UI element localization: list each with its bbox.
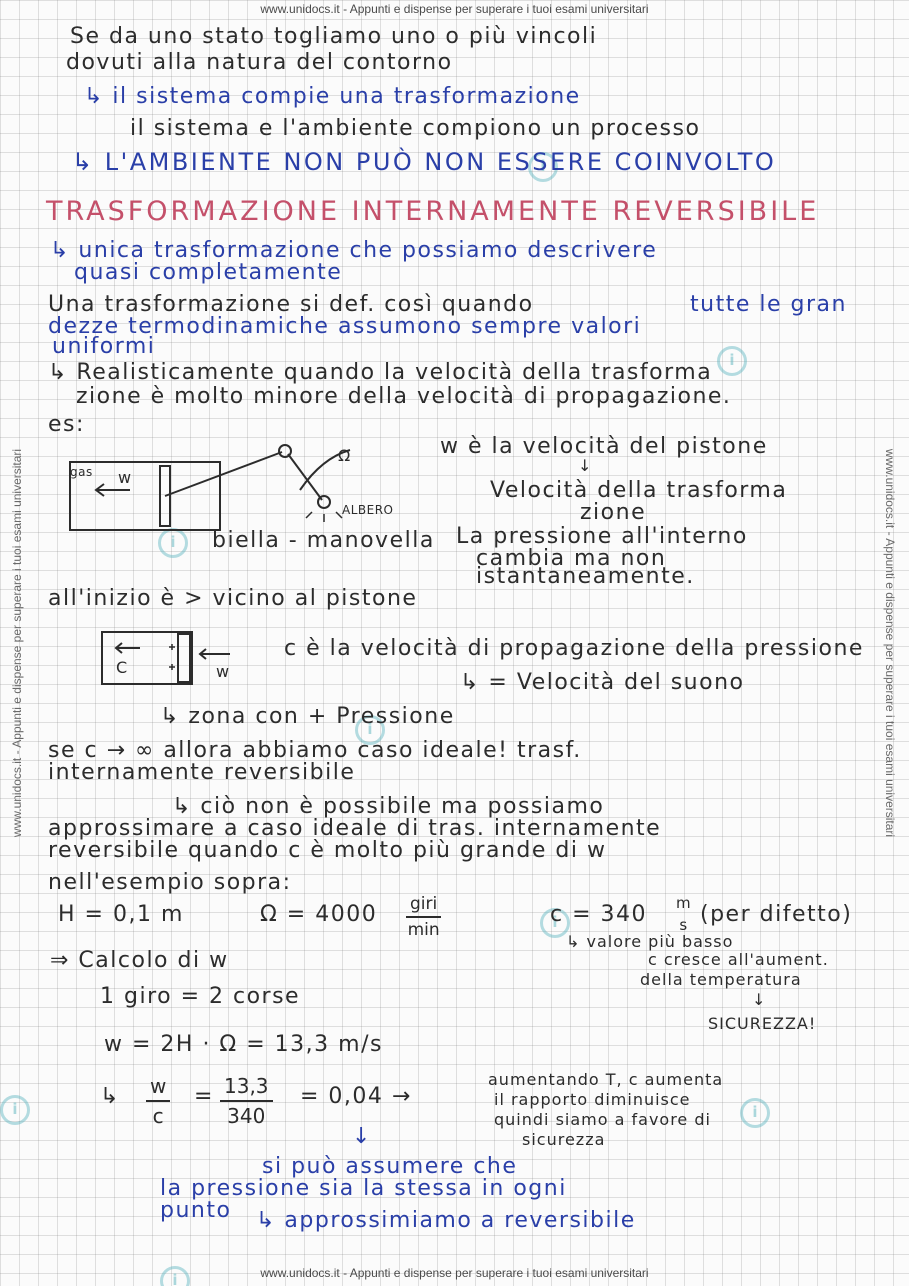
crank-arm	[288, 454, 322, 500]
arrow-down-2: ↓	[752, 990, 767, 1009]
note-line-27: ↳ ciò non è possibile ma possiamo	[172, 794, 605, 819]
note-line-23: ↳ = Velocità del suono	[460, 670, 745, 695]
watermark-left-text: www.unidocs.it - Appunti e dispense per superare i tuoi esami universitari	[10, 448, 24, 838]
note-line-24: ↳ zona con + Pressione	[160, 704, 455, 729]
note-line-30: nell'esempio sopra:	[48, 870, 292, 895]
note-line-11: ↳ Realisticamente quando la velocità della trasforma	[48, 360, 713, 385]
shaft-circle	[318, 496, 330, 508]
ratio-equals: =	[194, 1084, 214, 1109]
note-line-35: ⇒ Calcolo di w	[50, 948, 229, 973]
note-line-34: SICUREZZA!	[708, 1014, 817, 1033]
note-line-13: es:	[48, 412, 85, 437]
note-line-21: all'inizio è > vicino al pistone	[48, 586, 418, 611]
fig2-c-label: C	[116, 658, 129, 677]
note-line-18: La pressione all'interno	[456, 524, 748, 549]
fig1-gas-label: gas	[70, 465, 93, 479]
note-line-29: reversibile quando c è molto più grande di w	[48, 838, 607, 863]
eq-m: m	[676, 894, 691, 912]
eq-c: c = 340	[550, 902, 648, 927]
eq-c-note: (per difetto)	[700, 902, 853, 927]
note-line-46: punto	[160, 1198, 232, 1223]
note-line-19: cambia ma non	[476, 546, 667, 571]
note-line-3: ↳ il sistema compie una trasformazione	[84, 84, 581, 109]
ratio-value-num: 13,3	[220, 1074, 273, 1102]
note-line-15: Velocità della trasforma	[490, 478, 788, 503]
note-line-40: aumentando T, c aumenta	[488, 1070, 724, 1089]
ratio-w: w	[146, 1074, 170, 1102]
note-line-14: w è la velocità del pistone	[440, 434, 768, 459]
eq-giri: giri	[406, 894, 441, 918]
fig1-w-label: w	[118, 468, 133, 487]
eq-min: min	[407, 920, 440, 940]
eq-m-s-fraction	[672, 894, 695, 934]
note-line-17: biella - manovella	[212, 528, 435, 553]
note-line-12: zione è molto minore della velocità di propagazione.	[76, 384, 732, 409]
watermark-footer: www.unidocs.it - Appunti e dispense per superare i tuoi esami universitari	[260, 1266, 649, 1280]
note-line-37: w = 2H · Ω = 13,3 m/s	[104, 1032, 383, 1057]
ratio-value-den: 340	[227, 1104, 266, 1128]
eq-omega: Ω = 4000	[260, 902, 378, 927]
note-line-43: sicurezza	[522, 1130, 606, 1149]
fig1-omega-label: Ω	[338, 446, 352, 465]
note-line-44: si può assumere che	[262, 1154, 518, 1179]
note-line-10: uniformi	[52, 334, 156, 359]
ratio-values	[220, 1074, 273, 1128]
note-line-5: ↳ L'AMBIENTE NON PUÒ NON ESSERE COINVOLTO	[72, 148, 777, 176]
note-line-39: = 0,04 →	[300, 1084, 412, 1109]
note-line-31: ↳ valore più basso	[566, 932, 734, 951]
watermark-logo-icon	[717, 346, 747, 376]
watermark-logo-icon	[0, 1095, 30, 1125]
note-line-38: ↳	[100, 1084, 120, 1109]
watermark-logo-icon	[740, 1098, 770, 1128]
fig2-w-label: w	[216, 662, 231, 681]
note-line-16: zione	[580, 500, 647, 525]
note-line-47: ↳ approssimiamo a reversibile	[256, 1208, 636, 1233]
shaft-tick	[306, 512, 312, 518]
arrow-down-1: ↓	[578, 456, 593, 475]
note-line-45: la pressione sia la stessa in ogni	[160, 1176, 567, 1201]
note-line-7: quasi completamente	[74, 260, 343, 285]
piston-head	[178, 634, 190, 682]
watermark-right-text: www.unidocs.it - Appunti e dispense per superare i tuoi esami universitari	[883, 448, 897, 838]
connecting-rod	[165, 452, 282, 496]
note-line-32: c cresce all'aument.	[648, 950, 829, 969]
note-line-8a: Una trasformazione si def. così quando	[48, 292, 534, 317]
eq-s: s	[679, 916, 688, 934]
note-line-33: della temperatura	[640, 970, 802, 989]
note-line-26: internamente reversibile	[48, 760, 356, 785]
note-line-8b: tutte le gran	[690, 292, 847, 317]
ratio-c: c	[152, 1104, 164, 1128]
note-line-4: il sistema e l'ambiente compiono un processo	[130, 116, 701, 141]
note-line-6: ↳ unica trasformazione che possiamo descrivere	[50, 238, 658, 263]
arrow-down-3: ↓	[352, 1124, 372, 1149]
note-line-20: istantaneamente.	[476, 564, 695, 589]
note-line-41: il rapporto diminuisce	[494, 1090, 691, 1109]
fig1-albero-label: ALBERO	[342, 503, 394, 517]
section-title: TRASFORMAZIONE INTERNAMENTE REVERSIBILE	[46, 196, 820, 227]
eq-h: H = 0,1 m	[58, 902, 184, 927]
note-line-36: 1 giro = 2 corse	[100, 984, 301, 1009]
watermark-header: www.unidocs.it - Appunti e dispense per superare i tuoi esami universitari	[260, 2, 649, 16]
note-line-25: se c → ∞ allora abbiamo caso ideale! trasf.	[48, 738, 582, 763]
note-line-22: c è la velocità di propagazione della pressione	[284, 636, 864, 661]
ratio-w-c	[146, 1074, 170, 1128]
note-line-42: quindi siamo a favore di	[494, 1110, 711, 1129]
note-line-2: dovuti alla natura del contorno	[66, 50, 453, 75]
note-line-28: approssimare a caso ideale di tras. internamente	[48, 816, 662, 841]
eq-giri-min-fraction	[406, 894, 441, 940]
note-line-9: dezze termodinamiche assumono sempre valori	[48, 314, 642, 339]
note-line-1: Se da uno stato togliamo uno o più vincoli	[70, 24, 598, 49]
